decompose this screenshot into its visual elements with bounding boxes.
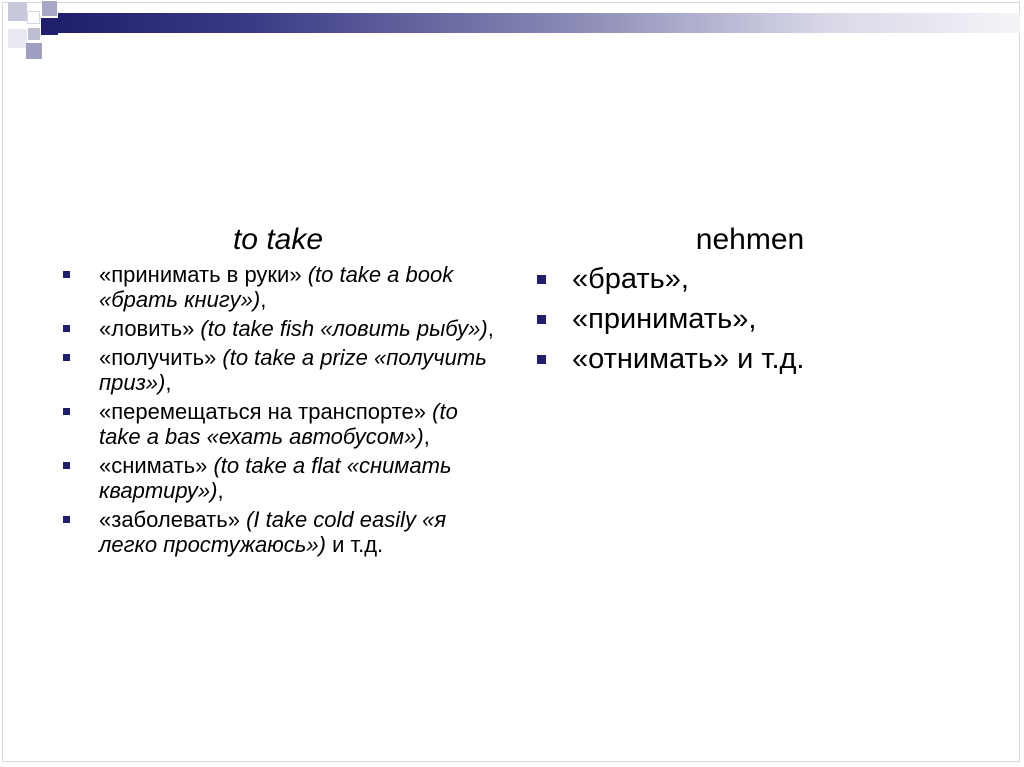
right-bullet-list: [530, 262, 970, 377]
left-bullet-list: [58, 262, 498, 557]
list-item: [58, 262, 498, 312]
item-russian: «заболевать»: [99, 507, 247, 532]
list-item: [58, 507, 498, 557]
square-bullet-icon: [63, 462, 70, 469]
right-column-title: nehmen: [695, 223, 805, 256]
list-item: [530, 262, 970, 297]
list-item: [530, 302, 970, 337]
item-tail: ,: [260, 287, 267, 312]
square-bullet-icon: [63, 354, 70, 361]
item-russian: «перемещаться на транспорте»: [99, 399, 433, 424]
item-example: (to take a prize «получить приз»): [99, 345, 487, 395]
item-text: «принимать»,: [572, 303, 757, 335]
decor-square: [8, 2, 27, 21]
decor-square: [27, 11, 40, 24]
item-tail: ,: [487, 316, 494, 341]
item-tail: ,: [423, 424, 430, 449]
item-example: (to take fish «ловить рыбу»): [200, 316, 488, 341]
item-russian: «получить»: [99, 345, 223, 370]
square-bullet-icon: [537, 315, 546, 324]
list-item: [58, 345, 498, 395]
item-russian: «снимать»: [99, 453, 214, 478]
header-gradient-bar: [58, 13, 1020, 33]
list-item: [58, 453, 498, 503]
decor-square: [26, 43, 42, 59]
decor-square: [41, 18, 58, 35]
item-text: «отнимать» и т.д.: [572, 343, 805, 375]
square-bullet-icon: [63, 325, 70, 332]
left-column: [58, 222, 498, 561]
item-russian: «ловить»: [99, 316, 201, 341]
list-item: [58, 399, 498, 449]
right-column: [530, 222, 970, 382]
left-column-title: to take: [232, 223, 324, 256]
item-tail: и т.д.: [325, 532, 384, 557]
list-item: [530, 342, 970, 377]
item-tail: ,: [165, 370, 172, 395]
item-russian: «принимать в руки»: [99, 262, 308, 287]
square-bullet-icon: [63, 408, 70, 415]
decor-square: [8, 29, 27, 48]
item-tail: ,: [217, 478, 224, 503]
item-text: «брать»,: [572, 263, 689, 295]
list-item: [58, 316, 498, 341]
decor-square: [28, 28, 40, 40]
square-bullet-icon: [537, 355, 546, 364]
square-bullet-icon: [63, 516, 70, 523]
header-decoration: [0, 0, 1024, 70]
item-example: (to take a bas «ехать автобусом»): [99, 399, 458, 449]
item-example: (I take cold easily «я легко простужаюсь»): [99, 507, 447, 557]
decor-square: [42, 1, 57, 16]
square-bullet-icon: [63, 271, 70, 278]
square-bullet-icon: [537, 275, 546, 284]
item-example: (to take a book «брать книгу»): [99, 262, 454, 312]
item-example: (to take a flat «снимать квартиру»): [99, 453, 452, 503]
